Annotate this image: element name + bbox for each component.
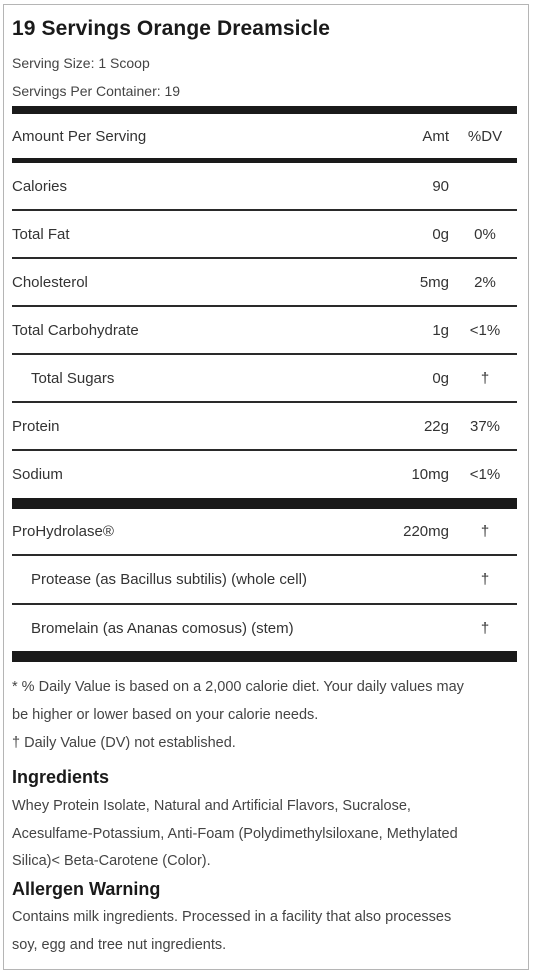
table-header-row — [12, 128, 517, 150]
nutrient-name: Protein — [12, 418, 60, 435]
serving-size: Serving Size: 1 Scoop — [12, 55, 150, 71]
nutrient-amount: 0g — [432, 370, 449, 387]
nutrient-amount: 5mg — [419, 274, 449, 291]
nutrient-row-cholesterol — [12, 274, 517, 296]
ingredient-dv: † — [480, 620, 490, 637]
row-divider — [12, 449, 517, 451]
allergen-warning-text — [12, 904, 512, 959]
nutrient-amount: 90 — [432, 178, 449, 195]
nutrient-row-total-fat — [12, 226, 517, 248]
allergen-line: Contains milk ingredients. Processed in a facility that also processes — [12, 909, 452, 925]
nutrient-row-protein — [12, 418, 517, 440]
amt-header: Amt — [422, 128, 449, 145]
ingredients-line: Silica)< Beta-Carotene (Color). — [12, 853, 211, 869]
blend-row-bromelain — [12, 620, 517, 642]
ingredient-name: Protease (as Bacillus subtilis) (whole cell) — [31, 571, 307, 588]
allergen-line: soy, egg and tree nut ingredients. — [12, 936, 227, 953]
ingredient-dv: † — [480, 523, 490, 540]
thick-divider — [12, 651, 517, 662]
ingredient-dv: † — [480, 571, 490, 588]
nutrient-name: Total Sugars — [31, 370, 115, 387]
dv-header: %DV — [467, 128, 503, 145]
footnote-line: † Daily Value (DV) not established. — [12, 735, 236, 751]
nutrient-name: Sodium — [12, 466, 63, 483]
ingredients-heading: Ingredients — [12, 767, 110, 787]
row-divider — [12, 401, 517, 403]
footnote-daily-value — [12, 673, 517, 757]
servings-per-container: Servings Per Container: 19 — [12, 83, 181, 99]
nutrient-name: Calories — [12, 178, 68, 195]
medium-divider — [12, 158, 517, 163]
nutrient-name: Total Fat — [12, 226, 70, 243]
row-divider — [12, 257, 517, 259]
ingredient-name: ProHydrolase® — [12, 523, 114, 540]
nutrient-dv: <1% — [469, 322, 501, 339]
nutrient-dv: † — [480, 370, 490, 387]
nutrient-amount: 1g — [432, 322, 449, 339]
nutrient-dv: 2% — [474, 274, 496, 291]
allergen-warning-heading: Allergen Warning — [12, 879, 161, 899]
nutrient-dv: 0% — [474, 226, 496, 243]
nutrient-dv: 37% — [469, 418, 501, 435]
nutrient-row-total-carbohydrate — [12, 322, 517, 344]
nutrient-amount: 22g — [423, 418, 449, 435]
nutrient-dv: <1% — [469, 466, 501, 483]
nutrient-row-calories — [12, 178, 517, 200]
product-title: 19 Servings Orange Dreamsicle — [12, 17, 331, 40]
ingredients-line: Whey Protein Isolate, Natural and Artificial Flavors, Sucralose, — [12, 798, 411, 814]
nutrient-amount: 10mg — [411, 466, 449, 483]
row-divider — [12, 209, 517, 211]
footnote-line: * % Daily Value is based on a 2,000 calorie diet. Your daily values may — [12, 679, 464, 695]
amount-per-serving-label: Amount Per Serving — [12, 128, 147, 145]
ingredients-text — [12, 793, 512, 876]
row-divider — [12, 554, 517, 556]
nutrient-row-sodium — [12, 466, 517, 488]
ingredient-name: Bromelain (as Ananas comosus) (stem) — [31, 620, 294, 637]
nutrient-name: Cholesterol — [12, 274, 88, 291]
ingredients-line: Acesulfame-Potassium, Anti-Foam (Polydimethylsiloxane, Methylated — [12, 825, 458, 842]
blend-row-protease — [12, 571, 517, 593]
thick-divider — [12, 498, 517, 509]
blend-row-prohydrolase — [12, 523, 517, 545]
nutrient-name: Total Carbohydrate — [12, 322, 139, 339]
row-divider — [12, 353, 517, 355]
nutrient-row-total-sugars — [12, 370, 517, 392]
thick-divider — [12, 106, 517, 114]
nutrient-amount: 0g — [432, 226, 449, 243]
ingredient-amount: 220mg — [403, 523, 449, 540]
row-divider — [12, 305, 517, 307]
footnote-line: be higher or lower based on your calorie needs. — [12, 707, 319, 723]
row-divider — [12, 603, 517, 605]
